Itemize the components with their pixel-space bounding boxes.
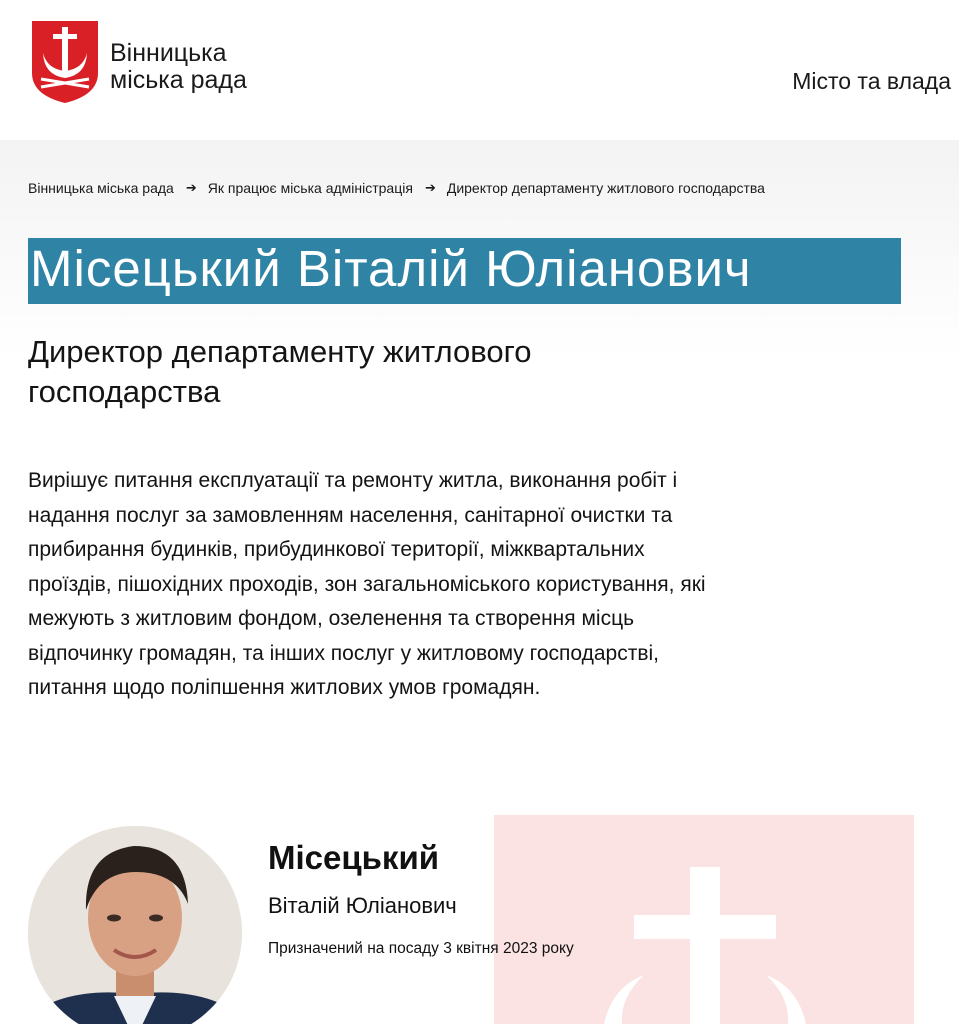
appointment-date: Призначений на посаду 3 квітня 2023 року [268, 940, 574, 957]
shield-icon [32, 21, 98, 103]
logo-text-line2: міська рада [110, 66, 247, 94]
cross-watermark-icon [494, 815, 914, 1024]
breadcrumb [28, 178, 765, 198]
coat-of-arms-watermark [494, 815, 914, 1024]
arrow-right-icon: ➔ [424, 180, 436, 195]
site-header [0, 0, 959, 140]
city-council-name[interactable] [110, 40, 247, 94]
breadcrumb-current-page: Директор департаменту житлового господарства [446, 180, 765, 196]
breadcrumb-administration[interactable]: Як працює міська адміністрація [207, 180, 413, 196]
breadcrumb-city-council[interactable]: Вінницька міська рада [28, 180, 174, 196]
city-coat-of-arms-logo[interactable] [32, 21, 98, 103]
person-photo-icon [28, 826, 242, 1024]
page-title: Місецький Віталій Юліанович [28, 238, 901, 304]
person-given-names: Віталій Юліанович [268, 893, 457, 918]
logo-text-line1: Вінницька [110, 39, 227, 67]
arrow-right-icon: ➔ [185, 180, 197, 195]
department-description: Вирішує питання експлуатації та ремонту житла, виконання робіт і надання послуг за замовленням населення, санітарної очистки та прибирання будинків, прибудинкової території, міжквартальних проїздів, пішохідних проходів, зон загальноміського користування, які межують з житловим фондом, озеленення та створення місць відпочинку громадян, та інших послуг у житловому господарстві, питання щодо поліпшення житлових умов громадян. [28, 469, 706, 699]
position-title: Директор департаменту житлового господарства [28, 334, 532, 409]
person-surname: Місецький [268, 839, 440, 876]
avatar [28, 826, 242, 1024]
nav-city-and-government[interactable]: Місто та влада [792, 68, 951, 94]
